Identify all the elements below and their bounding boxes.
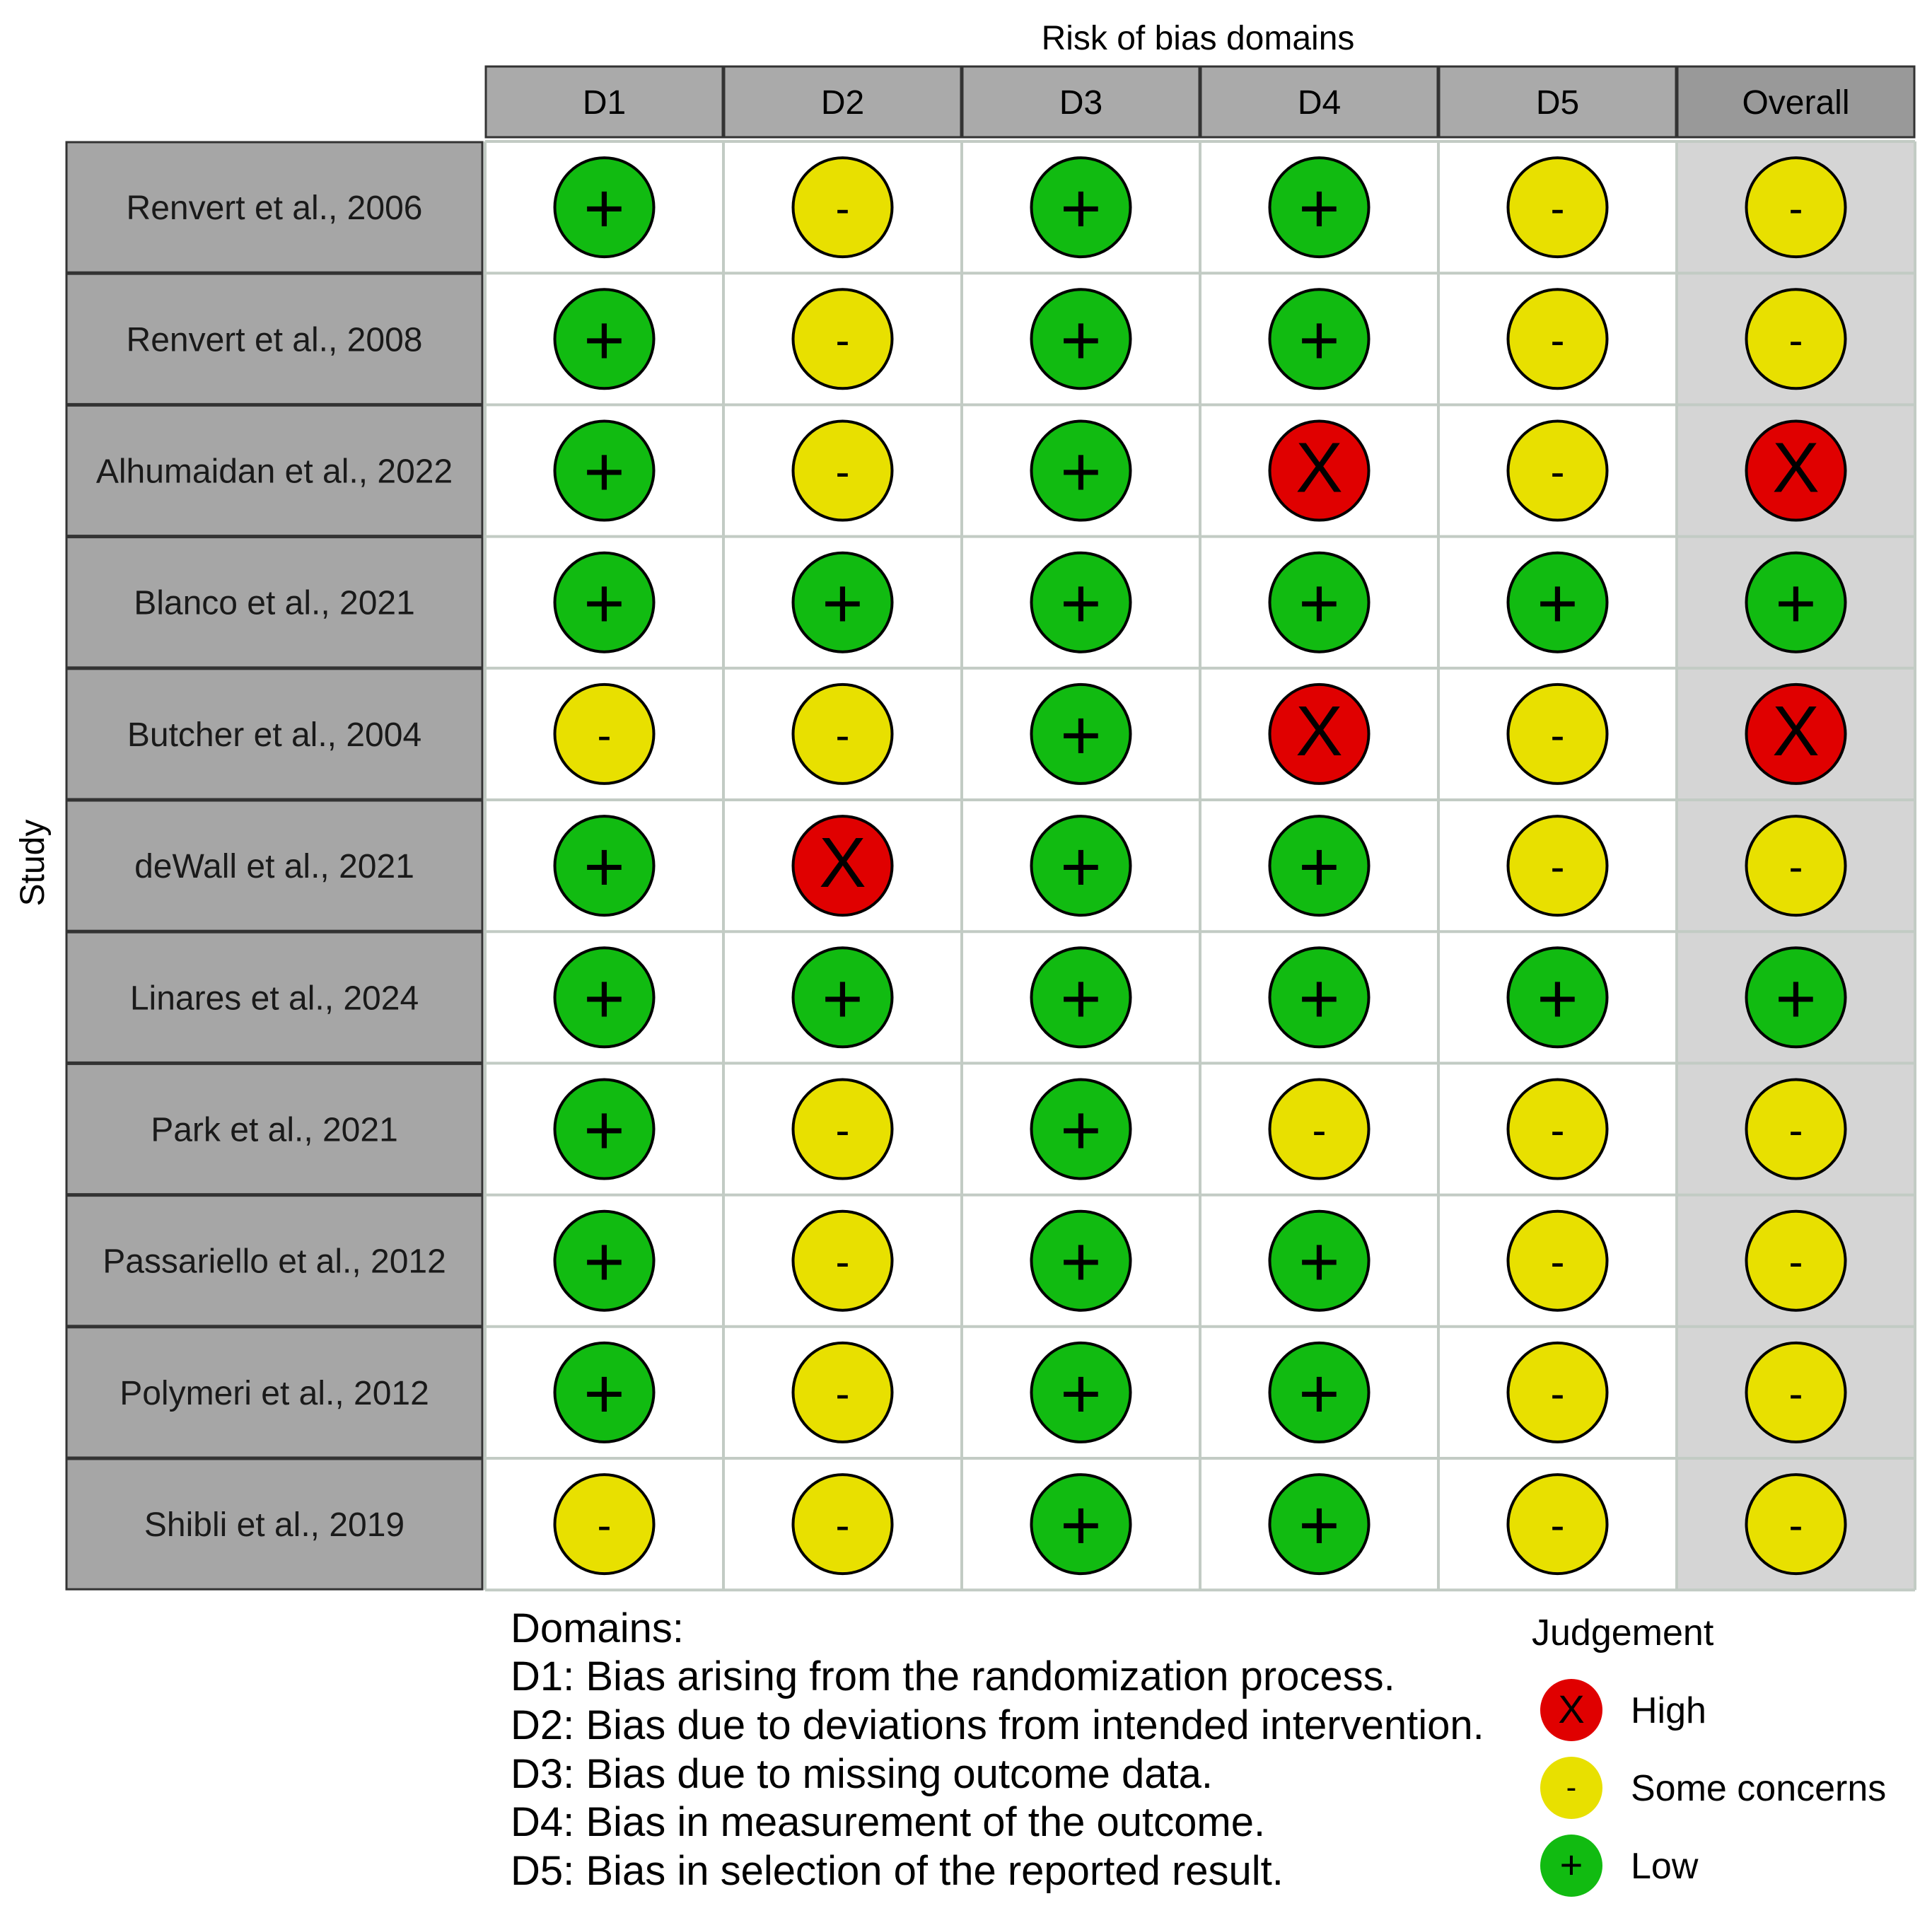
judgement-marker-some-concerns bbox=[1747, 1475, 1846, 1574]
study-label: Renvert et al., 2006 bbox=[126, 190, 423, 228]
judgement-symbol: + bbox=[1060, 432, 1102, 512]
judgement-symbol: + bbox=[1298, 827, 1340, 907]
judgement-marker-some-concerns bbox=[793, 1343, 892, 1442]
legend-label: Some concerns bbox=[1631, 1768, 1887, 1809]
study-label: Butcher et al., 2004 bbox=[127, 716, 422, 754]
judgement-marker-low bbox=[1032, 1080, 1131, 1179]
study-label: Polymeri et al., 2012 bbox=[120, 1374, 429, 1412]
judgement-legend-items bbox=[1540, 1679, 1886, 1897]
judgement-symbol: + bbox=[583, 1354, 625, 1434]
judgement-symbol: X bbox=[1296, 691, 1343, 771]
judgement-marker-some-concerns bbox=[1508, 816, 1607, 915]
judgement-symbol: + bbox=[1060, 695, 1102, 775]
column-header-label-d1: D1 bbox=[582, 84, 627, 122]
column-header-layer bbox=[486, 66, 1914, 137]
judgement-symbol: - bbox=[1550, 448, 1565, 496]
judgement-marker-high bbox=[1747, 422, 1846, 521]
judgement-symbol: - bbox=[597, 711, 612, 759]
judgement-symbol: + bbox=[1298, 1222, 1340, 1302]
judgement-marker-low bbox=[1747, 948, 1846, 1047]
judgement-marker-low bbox=[1270, 1343, 1369, 1442]
judgement-symbol: - bbox=[1788, 1369, 1803, 1417]
judgement-symbol: + bbox=[1298, 564, 1340, 644]
judgement-symbol: + bbox=[1060, 1091, 1102, 1170]
judgement-marker-low bbox=[793, 553, 892, 652]
study-label: Linares et al., 2024 bbox=[129, 979, 419, 1018]
judgement-symbol: + bbox=[583, 827, 625, 907]
judgement-symbol: - bbox=[1312, 1106, 1327, 1154]
judgement-marker-low bbox=[1270, 1475, 1369, 1574]
judgement-marker-low bbox=[793, 948, 892, 1047]
legend-item-low bbox=[1540, 1835, 1699, 1897]
judgement-marker-low bbox=[1508, 553, 1607, 652]
judgement-marker-low bbox=[1270, 158, 1369, 257]
judgement-marker-low bbox=[555, 1080, 654, 1179]
legend-label: Low bbox=[1631, 1846, 1699, 1887]
judgement-symbol: - bbox=[1550, 711, 1565, 759]
column-header-label-d5: D5 bbox=[1535, 84, 1580, 122]
judgement-marker-low bbox=[555, 1211, 654, 1310]
judgement-symbol: + bbox=[1060, 169, 1102, 249]
judgement-symbol: + bbox=[1060, 827, 1102, 907]
judgement-symbol: - bbox=[835, 185, 850, 233]
judgement-marker-low bbox=[555, 422, 654, 521]
legend-item-some-concerns bbox=[1540, 1757, 1886, 1819]
judgement-symbol: - bbox=[1788, 316, 1803, 364]
study-label-layer bbox=[66, 142, 482, 1589]
judgement-symbol: X bbox=[1772, 428, 1820, 508]
judgement-marker-low bbox=[555, 289, 654, 388]
judgement-marker-some-concerns bbox=[1747, 289, 1846, 388]
judgement-marker-some-concerns bbox=[1747, 1211, 1846, 1310]
judgement-symbol: - bbox=[597, 1501, 612, 1550]
domains-legend-item-d5: D5: Bias in selection of the reported result. bbox=[511, 1848, 1284, 1894]
judgement-marker-some-concerns bbox=[793, 289, 892, 388]
study-label: Blanco et al., 2021 bbox=[134, 584, 415, 622]
domains-legend-title: Domains: bbox=[511, 1605, 684, 1651]
judgement-symbol: + bbox=[1537, 959, 1578, 1039]
judgement-symbol: - bbox=[1550, 316, 1565, 364]
chart-title: Risk of bias domains bbox=[1041, 20, 1355, 57]
judgement-marker-low bbox=[1270, 553, 1369, 652]
judgement-symbol: + bbox=[1060, 959, 1102, 1039]
judgement-marker-some-concerns bbox=[793, 158, 892, 257]
judgement-symbol: + bbox=[1298, 959, 1340, 1039]
domains-legend-item-d1: D1: Bias arising from the randomization process. bbox=[511, 1653, 1395, 1699]
judgement-marker-low bbox=[1032, 1475, 1131, 1574]
judgement-marker-low bbox=[1032, 422, 1131, 521]
judgement-marker-low bbox=[555, 553, 654, 652]
judgement-marker-some-concerns bbox=[1508, 1211, 1607, 1310]
judgement-marker-some-concerns bbox=[793, 1211, 892, 1310]
judgement-symbol: + bbox=[583, 169, 625, 249]
judgement-marker-low bbox=[1032, 553, 1131, 652]
judgement-legend bbox=[1532, 1612, 1886, 1897]
judgement-marker-some-concerns bbox=[1747, 1343, 1846, 1442]
legend-symbol: X bbox=[1558, 1687, 1585, 1731]
domains-legend-item-d2: D2: Bias due to deviations from intended intervention. bbox=[511, 1702, 1484, 1748]
judgement-marker-some-concerns bbox=[1508, 685, 1607, 784]
judgement-symbol: - bbox=[1550, 1501, 1565, 1550]
judgement-symbol: - bbox=[1550, 1238, 1565, 1286]
judgement-marker-low bbox=[555, 1343, 654, 1442]
column-header-label-d2: D2 bbox=[820, 84, 865, 122]
judgement-symbol: X bbox=[1296, 428, 1343, 508]
legend-symbol: + bbox=[1559, 1842, 1583, 1887]
judgement-symbol: + bbox=[583, 1091, 625, 1170]
grid-layer bbox=[485, 141, 1915, 1590]
column-header-label-d4: D4 bbox=[1297, 84, 1342, 122]
judgement-marker-some-concerns bbox=[793, 1475, 892, 1574]
judgement-symbol: - bbox=[835, 1369, 850, 1417]
judgement-marker-some-concerns bbox=[1747, 1080, 1846, 1179]
judgement-marker-some-concerns bbox=[1508, 158, 1607, 257]
domains-legend-item-d3: D3: Bias due to missing outcome data. bbox=[511, 1751, 1213, 1797]
judgement-marker-some-concerns bbox=[1508, 422, 1607, 521]
judgement-marker-low bbox=[1032, 948, 1131, 1047]
judgement-marker-low bbox=[1270, 948, 1369, 1047]
column-header-label-d3: D3 bbox=[1059, 84, 1103, 122]
judgement-symbol: X bbox=[819, 823, 866, 903]
judgement-marker-low bbox=[1032, 289, 1131, 388]
judgement-marker-low bbox=[1032, 685, 1131, 784]
judgement-marker-low bbox=[1508, 948, 1607, 1047]
judgement-marker-low bbox=[1032, 816, 1131, 915]
judgement-marker-low bbox=[1270, 289, 1369, 388]
judgement-symbol: - bbox=[1788, 1501, 1803, 1550]
domains-legend-item-d4: D4: Bias in measurement of the outcome. bbox=[511, 1799, 1266, 1845]
judgement-symbol: - bbox=[835, 316, 850, 364]
judgement-symbol: - bbox=[1550, 843, 1565, 891]
judgement-marker-high bbox=[1270, 685, 1369, 784]
judgement-marker-some-concerns bbox=[555, 685, 654, 784]
judgement-symbol: + bbox=[583, 1222, 625, 1302]
judgement-symbol: - bbox=[1550, 1106, 1565, 1154]
judgement-marker-some-concerns bbox=[1508, 289, 1607, 388]
judgement-symbol: + bbox=[1298, 1354, 1340, 1434]
judgement-marker-high bbox=[793, 816, 892, 915]
judgement-symbol: + bbox=[583, 301, 625, 380]
judgement-symbol: + bbox=[822, 959, 863, 1039]
judgement-symbol: + bbox=[1775, 564, 1817, 644]
judgement-legend-title: Judgement bbox=[1532, 1612, 1714, 1653]
judgement-marker-some-concerns bbox=[1508, 1343, 1607, 1442]
legend-item-high bbox=[1540, 1679, 1706, 1741]
judgement-symbol: + bbox=[1537, 564, 1578, 644]
study-label: Renvert et al., 2008 bbox=[126, 321, 423, 359]
judgement-marker-some-concerns bbox=[793, 685, 892, 784]
judgement-marker-some-concerns bbox=[1508, 1080, 1607, 1179]
judgement-marker-low bbox=[555, 816, 654, 915]
judgement-symbol: - bbox=[1788, 1106, 1803, 1154]
judgement-marker-some-concerns bbox=[793, 1080, 892, 1179]
judgement-marker-some-concerns bbox=[555, 1475, 654, 1574]
judgement-marker-low bbox=[555, 158, 654, 257]
judgement-symbol: + bbox=[1060, 1354, 1102, 1434]
judgement-symbol: - bbox=[835, 448, 850, 496]
domains-legend bbox=[511, 1605, 1484, 1894]
judgement-marker-low bbox=[1032, 158, 1131, 257]
judgement-marker-low bbox=[1032, 1211, 1131, 1310]
study-label: Shibli et al., 2019 bbox=[144, 1506, 405, 1545]
judgement-symbol: + bbox=[1775, 959, 1817, 1039]
study-label: Passariello et al., 2012 bbox=[103, 1243, 446, 1281]
judgement-symbol: - bbox=[1788, 185, 1803, 233]
judgement-symbol: + bbox=[1298, 301, 1340, 380]
judgement-marker-low bbox=[1747, 553, 1846, 652]
judgement-symbol: - bbox=[1550, 185, 1565, 233]
judgement-symbol: + bbox=[583, 432, 625, 512]
judgement-marker-low bbox=[1032, 1343, 1131, 1442]
judgement-marker-some-concerns bbox=[1270, 1080, 1369, 1179]
judgement-symbol: + bbox=[1060, 1486, 1102, 1566]
judgement-symbol: + bbox=[1298, 169, 1340, 249]
judgement-symbol: + bbox=[1060, 564, 1102, 644]
judgement-symbol: + bbox=[1298, 1486, 1340, 1566]
judgement-symbol: - bbox=[835, 1106, 850, 1154]
judgement-symbol: + bbox=[583, 959, 625, 1039]
judgement-symbol: - bbox=[835, 1501, 850, 1550]
column-header-label-overall: Overall bbox=[1742, 84, 1850, 122]
judgement-symbol: - bbox=[1788, 843, 1803, 891]
judgement-marker-some-concerns bbox=[1747, 158, 1846, 257]
judgement-symbol: - bbox=[835, 711, 850, 759]
judgement-marker-high bbox=[1270, 422, 1369, 521]
judgement-symbol: - bbox=[835, 1238, 850, 1286]
y-axis-label: Study bbox=[14, 819, 52, 907]
judgement-marker-low bbox=[1270, 1211, 1369, 1310]
legend-symbol: - bbox=[1566, 1770, 1577, 1805]
study-label: deWall et al., 2021 bbox=[134, 848, 414, 886]
judgement-marker-some-concerns bbox=[793, 422, 892, 521]
study-label: Alhumaidan et al., 2022 bbox=[95, 453, 453, 491]
judgement-symbol: + bbox=[1060, 1222, 1102, 1302]
judgement-marker-low bbox=[1270, 816, 1369, 915]
judgement-marker-high bbox=[1747, 685, 1846, 784]
judgement-symbol: - bbox=[1788, 1238, 1803, 1286]
judgement-marker-some-concerns bbox=[1747, 816, 1846, 915]
judgement-symbol: + bbox=[583, 564, 625, 644]
judgement-symbol: X bbox=[1772, 691, 1820, 771]
legend-label: High bbox=[1631, 1690, 1706, 1731]
judgement-symbol: + bbox=[822, 564, 863, 644]
judgement-marker-low bbox=[555, 948, 654, 1047]
study-label: Park et al., 2021 bbox=[151, 1111, 398, 1149]
judgement-symbol: - bbox=[1550, 1369, 1565, 1417]
judgement-symbol: + bbox=[1060, 301, 1102, 380]
judgement-marker-some-concerns bbox=[1508, 1475, 1607, 1574]
